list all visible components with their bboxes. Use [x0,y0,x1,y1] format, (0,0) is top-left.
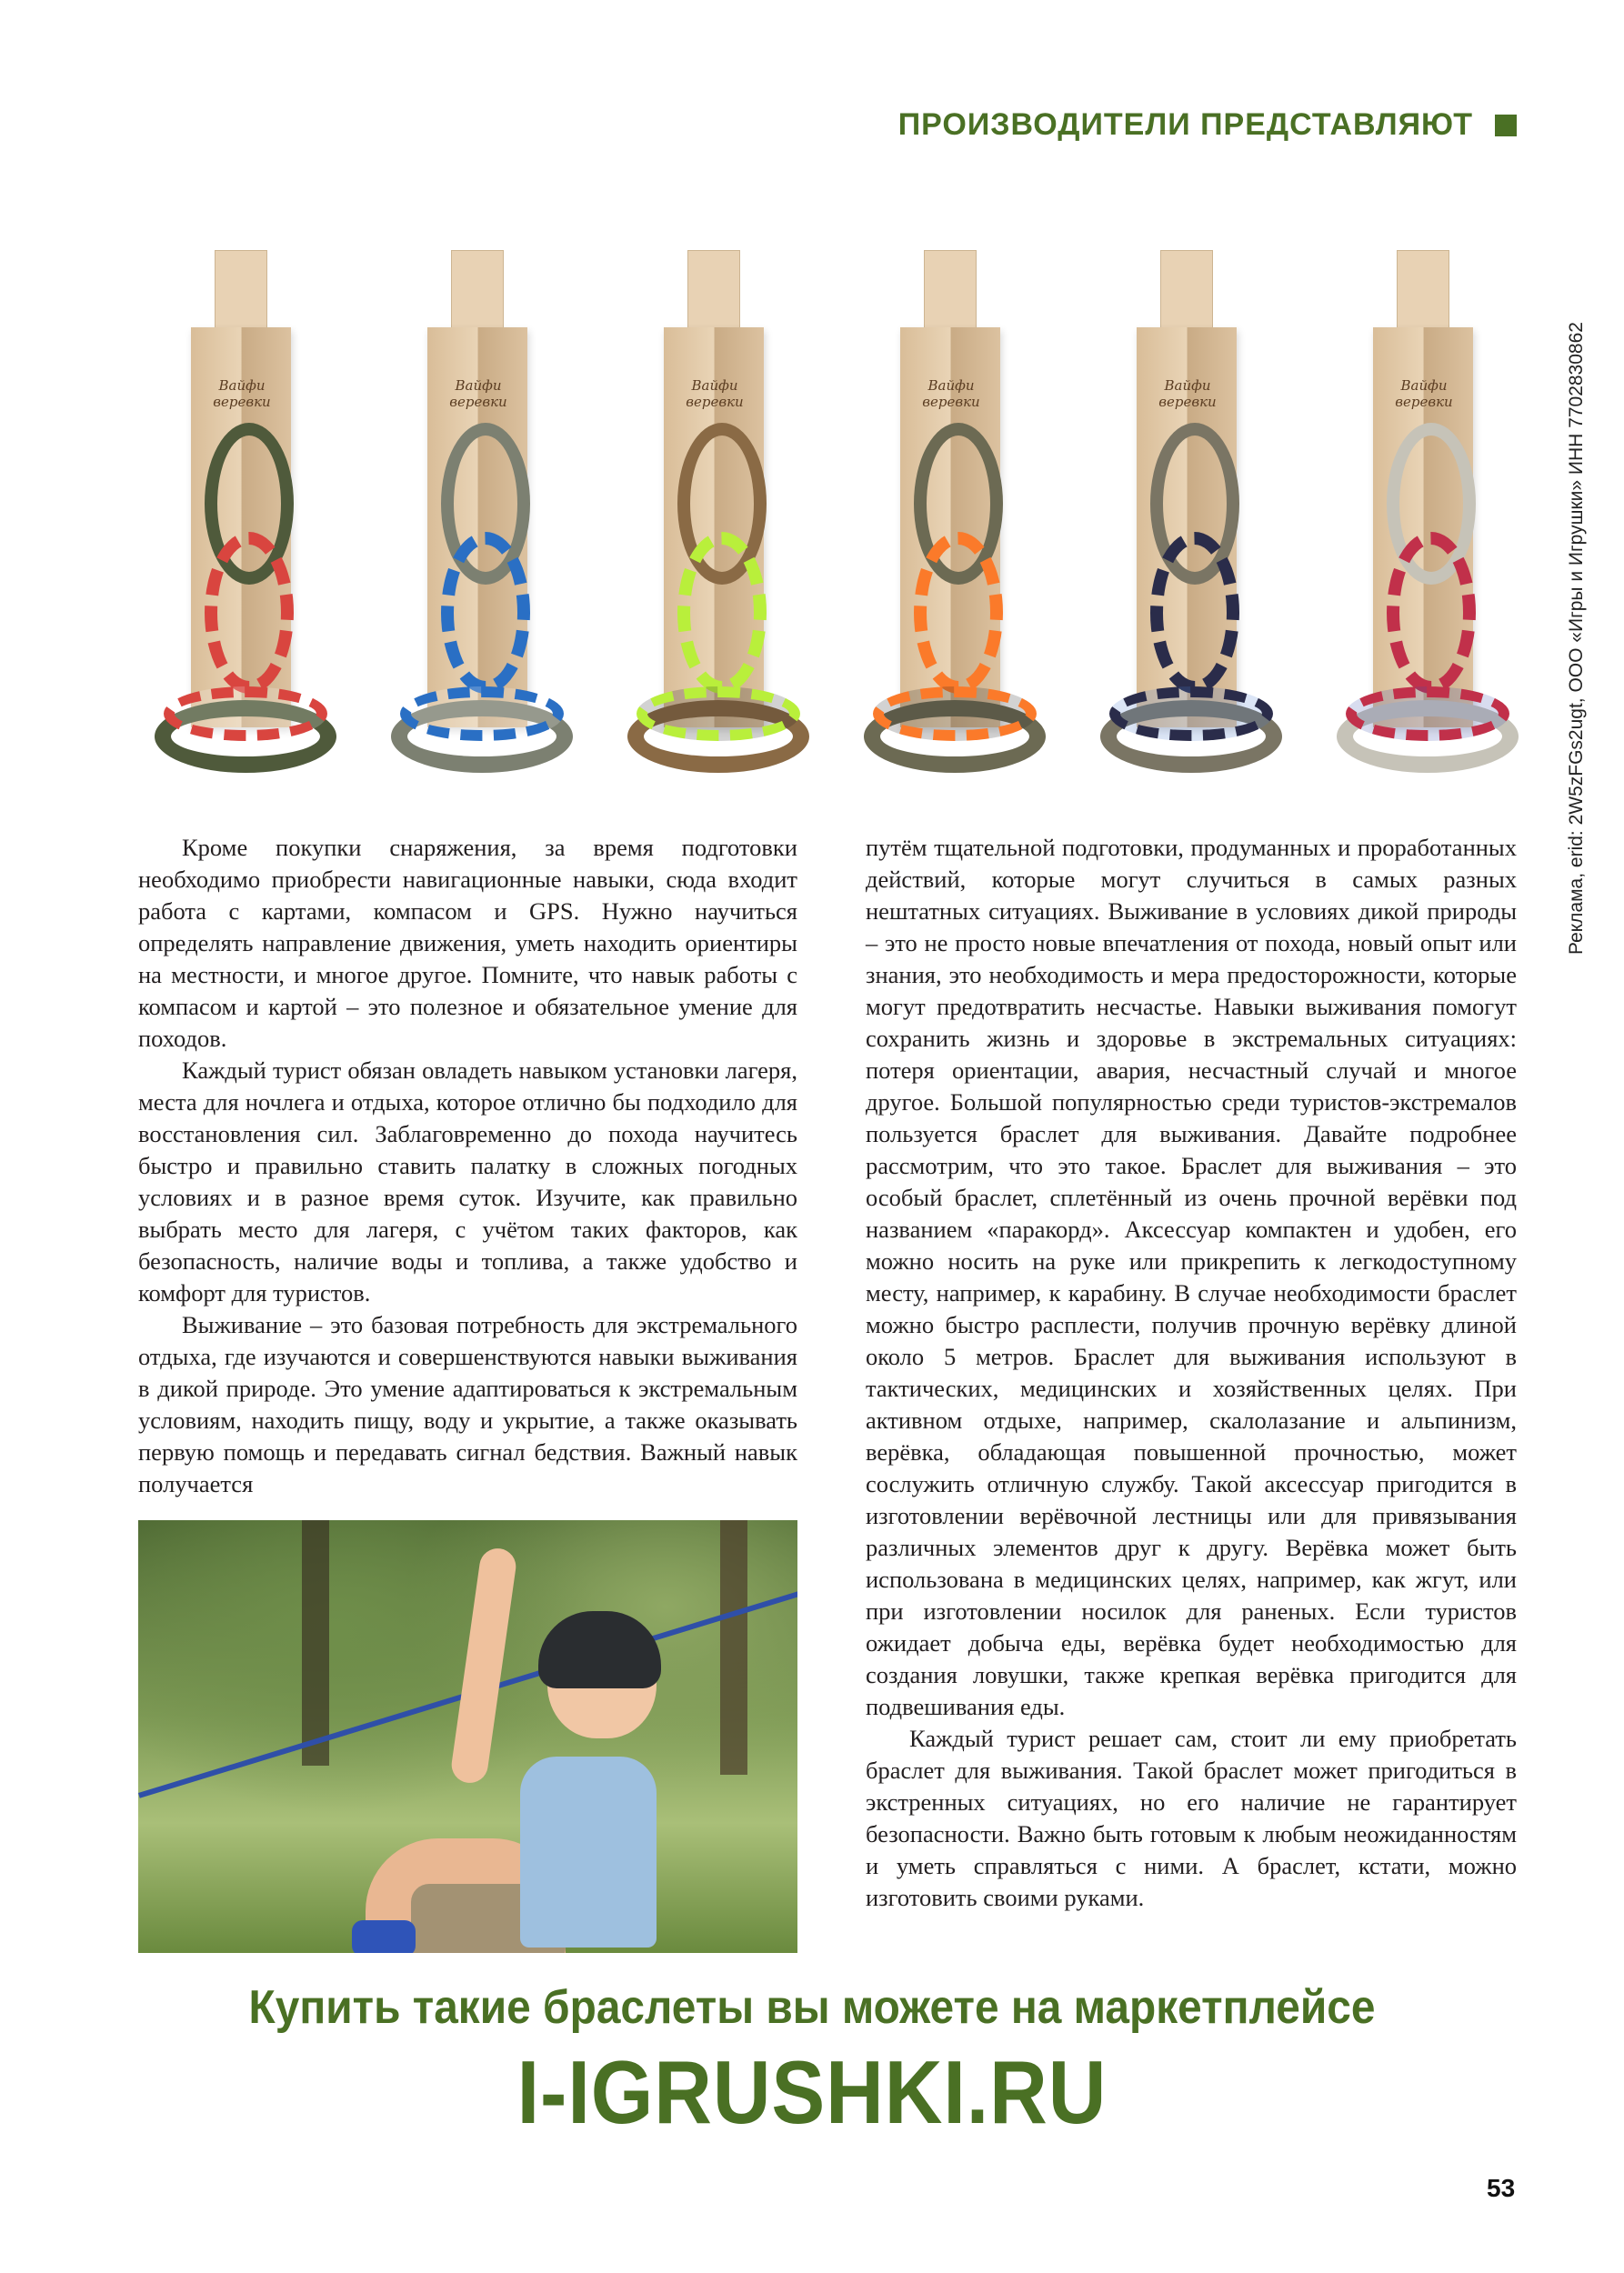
hang-tab [1160,250,1213,334]
bracelet-loop [441,532,530,694]
bracelet-band [164,686,327,741]
ad-disclaimer: Реклама, erid: 2W5zFGs2ugt, ООО «Игры и Игрушки» ИНН 7702830862 [1566,322,1587,955]
hang-tab [687,250,740,334]
bracelet-band [873,686,1037,741]
bracelet-loop [914,532,1003,694]
bracelet-loop [1387,532,1476,694]
bracelet-band [400,686,564,741]
paragraph: Кроме покупки снаряжения, за время подготовки необходимо приобрести навигационные навыки, сюда входит работа с картами, компасом и GPS. Нужно научиться определять направление движения, уметь находить ориентиры на местности, и многое другое. Помните, что навык работы с компасом и картой – это полезное и обязательное умение для походов. [138,834,797,1052]
paragraph: путём тщательной подготовки, продуманных и проработанных действий, которые могут случиться в самых разных нештатных ситуациях. Выживание в условиях дикой природы – это не просто новые впечатления от похода, новый опыт или знания, это необходимость и мера предосторожности, которые могут предотвратить несчастье. Навыки выживания помогут сохранить жизнь и здоровье в экстремальных ситуациях: потеря ориентации, авария, несчастный случай и многое другое. Большой популярностью среди туристов-экстремалов пользуется браслет для выживания. Давайте подробнее рассмотрим, что это такое. Браслет для выживания – это особый браслет, сплетённый из очень прочной верёвки под названием «паракорд». Аксессуар компактен и удобен, его можно носить на руке или прикрепить к легкодоступному месту, например, к карабину. В случае необходимости браслет можно быстро расплести, получив прочную верёвку длиной около 5 метров. Браслет для выживания используют в тактических, медицинских и хозяйственных целях. При активном отдыхе, например, скалолазание и альпинизм, верёвка, обладающая повышенной прочностью, может сослужить отличную службу. Такой аксессуар пригодится в изготовлении верёвочной лестницы или для привязывания различных элементов друг к другу. Верёвка может быть использована в медицинских целях, например, как жгут, или при изготовлении носилок для раненых. Если туристов ожидает добыча еды, верёвка будет необходимостью для создания ловушки, также крепкая верёвка пригодится для подвешивания еды. [866,834,1517,1720]
box-label: Вайфи веревки [449,377,507,410]
paragraph: Каждый турист обязан овладеть навыком установки лагеря, места для ночлега и отдыха, которое отлично бы подходило для восстановления сил. Заблаговременно до похода научитесь быстро и правильно ставить палатку в сложных погодных условиях и в разное время суток. Изучите, как правильно выбрать место для лагеря, с учётом таких факторов, как безопасность, наличие воды и топлива, а также удобство и комфорт для туристов. [138,1056,797,1307]
page-number: 53 [1487,2174,1516,2202]
box-label: Вайфи веревки [1395,377,1453,410]
article-column-right [866,832,1517,1914]
product-photo-strip [136,232,1537,823]
child-arm [449,1546,518,1785]
paragraph: Каждый турист решает сам, стоит ли ему приобретать браслет для выживания. Такой браслет может пригодиться в экстренных ситуациях, но его наличие не гарантирует безопасности. Важно быть готовым к любым неожиданностям и уметь справляться с ними. А браслет, кстати, можно изготовить своими руками. [866,1725,1517,1911]
bracelet-band [637,686,800,741]
helmet [538,1611,661,1688]
section-title: ПРОИЗВОДИТЕЛИ ПРЕДСТАВЛЯЮТ [897,107,1473,142]
article-column-left [138,832,797,1500]
hang-tab [924,250,977,334]
box-label: Вайфи веревки [686,377,744,410]
hang-tab [215,250,267,334]
box-label: Вайфи веревки [213,377,271,410]
section-header [898,107,1517,143]
bracelet-band [1109,686,1273,741]
box-label: Вайфи веревки [1158,377,1217,410]
photo-child-zipline [138,1520,797,1953]
tree-trunk [302,1520,329,1766]
tree-trunk [720,1520,747,1775]
bracelet-kit-orange-black [846,241,1064,823]
cta-text: Купить такие браслеты вы можете на маркетплейсе [248,1981,1376,2034]
bracelet-band [1346,686,1509,741]
bracelet-kit-red-blue [1318,241,1537,823]
bracelet-kit-red-white [136,241,355,823]
child-shoe [352,1920,416,1953]
bracelet-loop [677,532,767,694]
hang-tab [1397,250,1449,334]
section-marker-square-icon [1495,115,1517,136]
bracelet-loop [1150,532,1239,694]
hang-tab [451,250,504,334]
bracelet-kit-green-black [609,241,827,823]
box-label: Вайфи веревки [922,377,980,410]
bracelet-kit-blue-red-black [1082,241,1300,823]
bracelet-kit-blue-white [373,241,591,823]
cta-marketplace-link[interactable]: I-IGRUSHKI.RU [516,2042,1108,2142]
child-shirt [520,1757,657,1948]
paragraph: Выживание – это базовая потребность для экстремального отдыха, где изучаются и совершенствуются навыки выживания в дикой природе. Это умение адаптироваться к экстремальным условиям, находить пищу, воду и укрытие, а также оказывать первую помощь и передавать сигнал бедствия. Важный навык получается [138,1311,797,1497]
bracelet-loop [205,532,294,694]
